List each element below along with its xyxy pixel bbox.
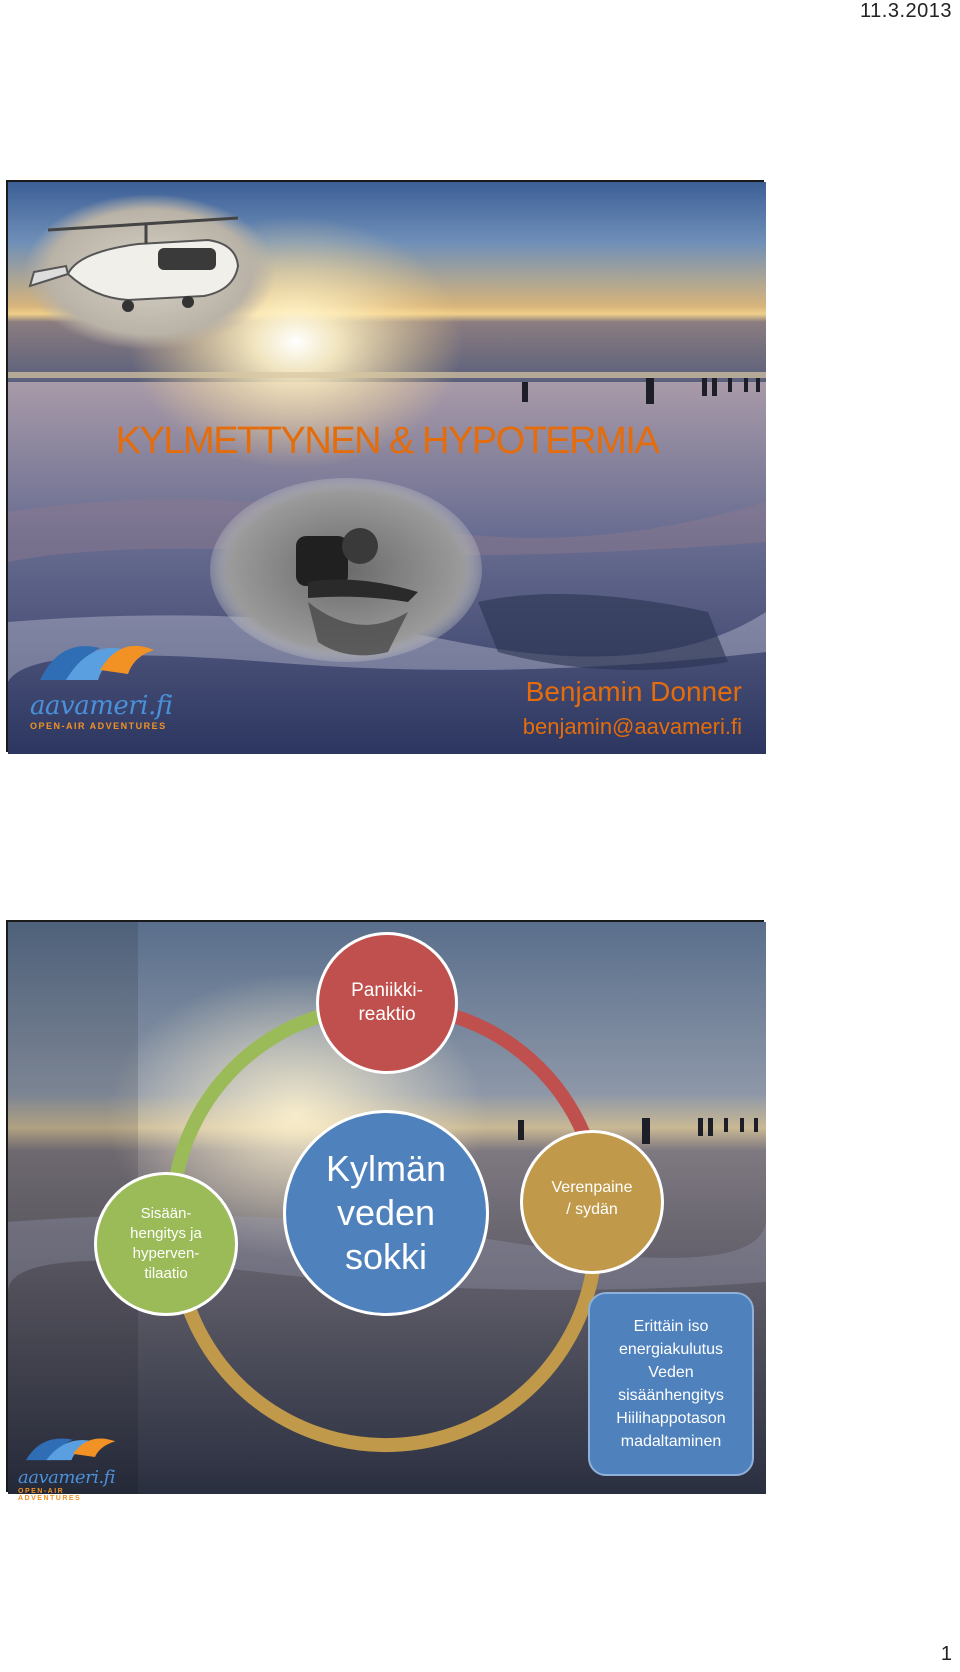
logo-name-small: aavameri.fi (18, 1467, 116, 1488)
title-slide (6, 180, 764, 752)
wave-logo-icon (30, 630, 170, 686)
hyperventilation-circle (94, 1172, 238, 1316)
blood-pressure-label: Verenpaine / sydän (551, 1179, 633, 1218)
logo-tagline: OPEN-AIR ADVENTURES (30, 721, 167, 731)
blood-pressure-circle (520, 1130, 664, 1274)
slide-title: KYLMETTYNEN & HYPOTERMIA (115, 420, 659, 462)
logo-tagline-small: OPEN-AIR ADVENTURES (18, 1488, 82, 1502)
effects-label: Erittäin iso energiakulutus Veden sisäänhengitys Hiilihappotason madaltaminen (616, 1318, 726, 1450)
panic-reaction-circle (316, 932, 458, 1074)
page-date: 11.3.2013 (860, 0, 952, 22)
aavameri-logo (30, 630, 173, 731)
page-number: 1 (940, 1643, 952, 1665)
aavameri-logo-small (18, 1430, 128, 1502)
panic-reaction-label: Paniikki- reaktio (351, 980, 423, 1025)
hyperventilation-label: Sisään- hengitys ja hyperven- tilaatio (130, 1205, 202, 1282)
author-name: Benjamin Donner (525, 676, 742, 707)
cold-water-shock-label: Kylmän veden sokki (325, 1148, 447, 1277)
wave-logo-icon-small (18, 1430, 128, 1462)
effects-box (588, 1292, 754, 1476)
author-email: benjamin@aavameri.fi (522, 714, 742, 739)
cold-shock-slide (6, 920, 764, 1502)
cold-water-shock-circle (283, 1110, 489, 1316)
logo-name: aavameri.fi (30, 691, 173, 721)
